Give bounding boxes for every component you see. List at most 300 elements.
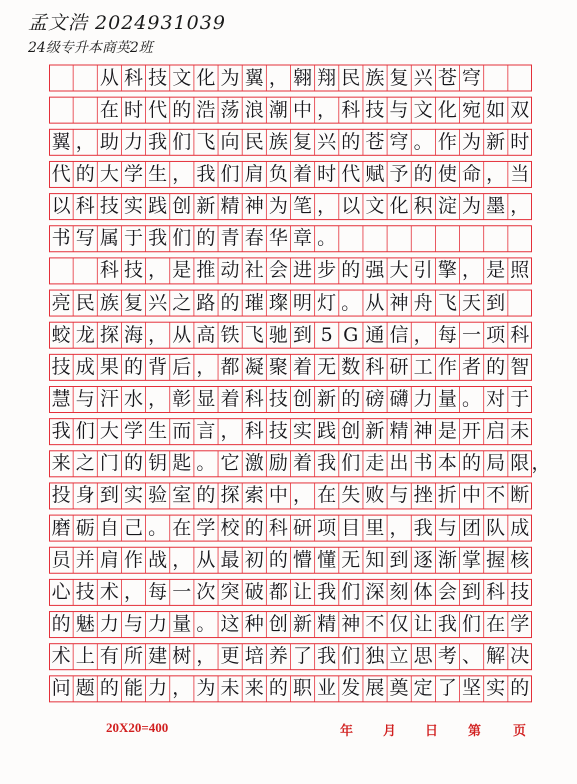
grid-cell: 我 <box>148 130 168 153</box>
grid-cell: 书 <box>413 452 433 475</box>
grid-cell: 代 <box>51 162 71 185</box>
grid-cell: 的 <box>244 516 264 539</box>
grid-cell: 成 <box>75 355 95 378</box>
grid-cell: 神 <box>389 291 409 314</box>
grid-cell: 树 <box>172 645 192 668</box>
grid-cell: 路 <box>196 291 216 314</box>
grid-cell: 当 <box>510 162 530 185</box>
essay-line <box>49 515 532 541</box>
grid-cell: 舟 <box>413 291 433 314</box>
grid-cell: 展 <box>365 677 385 700</box>
grid-cell: 我 <box>437 613 457 636</box>
grid-cell <box>73 97 97 123</box>
grid-cell: 双 <box>510 98 530 121</box>
grid-cell: ， <box>461 259 481 282</box>
grid-cell: 体 <box>413 580 433 603</box>
grid-cell: 立 <box>389 645 409 668</box>
grid-cell: 学 <box>123 162 143 185</box>
grid-cell: 了 <box>292 645 312 668</box>
grid-cell: 于 <box>510 388 530 410</box>
grid-cell: 写 <box>75 227 95 250</box>
grid-cell: ， <box>148 388 168 410</box>
grid-cell: 新 <box>486 130 506 153</box>
grid-cell: 新 <box>196 195 216 218</box>
grid-cell: 量 <box>437 388 457 410</box>
grid-cell: ， <box>292 484 312 507</box>
essay-line <box>49 129 532 155</box>
grid-cell: 翼 <box>244 66 264 89</box>
grid-cell: 校 <box>220 516 240 539</box>
grid-cell: 我 <box>317 580 337 603</box>
grid-cell: 为 <box>196 677 216 700</box>
grid-cell: 懵 <box>292 548 312 571</box>
grid-cell: 对 <box>486 388 506 410</box>
grid-cell: 铁 <box>220 323 240 346</box>
grid-cell <box>73 65 97 91</box>
grid-cell: 科 <box>244 388 264 410</box>
grid-cell: 的 <box>413 162 433 185</box>
essay-line <box>49 451 551 477</box>
grid-cell: 深 <box>365 580 385 603</box>
grid-cell: 职 <box>292 677 312 700</box>
grid-cell: 身 <box>75 484 95 507</box>
grid-cell: 团 <box>461 516 481 539</box>
grid-cell: 无 <box>341 548 361 571</box>
grid-cell: 能 <box>123 677 143 700</box>
grid-cell: 飞 <box>196 130 216 153</box>
grid-cell: 为 <box>461 195 481 218</box>
grid-cell: 启 <box>486 420 506 443</box>
grid-cell: 智 <box>510 355 530 378</box>
grid-cell: 创 <box>172 195 192 218</box>
grid-cell: 这 <box>220 613 240 636</box>
grid-cell: 发 <box>341 677 361 700</box>
grid-cell: 在 <box>486 613 506 636</box>
grid-cell: 考 <box>437 645 457 668</box>
grid-cell: 每 <box>437 323 457 346</box>
grid-cell: 予 <box>389 162 409 185</box>
grid-cell: 己 <box>123 516 143 539</box>
grid-cell: 。 <box>196 613 216 636</box>
grid-cell: 作 <box>437 355 457 378</box>
grid-cell: 独 <box>365 645 385 668</box>
grid-cell: ， <box>172 548 192 571</box>
grid-cell: 中 <box>461 484 481 507</box>
grid-cell: 背 <box>148 355 168 378</box>
grid-cell: 未 <box>510 420 530 443</box>
grid-cell: 员 <box>51 548 71 571</box>
grid-cell: 代 <box>148 98 168 121</box>
grid-cell <box>508 65 532 91</box>
grid-cell: 时 <box>123 98 143 121</box>
grid-cell: 的 <box>51 613 71 636</box>
grid-cell: 5 <box>320 323 333 346</box>
grid-cell: 翼 <box>51 130 71 153</box>
day-label: 日 <box>425 723 439 738</box>
grid-cell: 到 <box>292 323 312 346</box>
grid-cell: 题 <box>75 677 95 700</box>
grid-cell: 的 <box>99 677 119 700</box>
grid-cell: 族 <box>99 291 119 314</box>
grid-cell: 穹 <box>461 66 481 89</box>
grid-cell: 时 <box>510 130 530 153</box>
grid-cell: 工 <box>413 355 433 378</box>
grid-cell: 磨 <box>51 516 71 539</box>
grid-cell: 业 <box>317 677 337 700</box>
grid-cell: 如 <box>486 98 506 121</box>
grid-cell: 渐 <box>437 548 457 571</box>
grid-cell: 从 <box>365 291 385 314</box>
essay-line <box>49 322 532 348</box>
grid-cell <box>387 226 411 252</box>
grid-cell: 从 <box>99 66 119 89</box>
grid-cell: ， <box>268 66 288 89</box>
grid-cell: 自 <box>99 516 119 539</box>
grid-cell: 激 <box>244 452 264 475</box>
grid-cell: 技 <box>510 580 530 603</box>
grid-cell: 的 <box>196 227 216 250</box>
grid-cell: 民 <box>341 66 361 89</box>
grid-cell: 彰 <box>172 388 192 410</box>
grid-cell: 的 <box>268 548 288 571</box>
grid-spec: 20X20=400 <box>106 720 169 735</box>
grid-cell: 学 <box>196 516 216 539</box>
grid-cell: 一 <box>172 580 192 603</box>
grid-cell: 推 <box>196 259 216 282</box>
grid-cell: 族 <box>365 66 385 89</box>
grid-cell: 华 <box>268 227 288 250</box>
grid-cell: 精 <box>389 420 409 443</box>
grid-cell: 项 <box>486 323 506 346</box>
grid-cell: 浪 <box>244 98 264 121</box>
grid-cell: 的 <box>75 162 95 185</box>
essay-line <box>49 483 532 509</box>
grid-cell: 励 <box>268 452 288 475</box>
page-footer <box>0 718 577 748</box>
grid-cell: 大 <box>99 420 119 443</box>
essay-line <box>49 644 532 670</box>
grid-cell: 力 <box>123 130 143 153</box>
grid-cell: 挫 <box>413 484 433 507</box>
grid-cell: 荡 <box>220 98 240 121</box>
grid-cell: 蛟 <box>51 323 71 346</box>
grid-cell: 科 <box>75 195 95 218</box>
grid-cell: 为 <box>220 66 240 89</box>
grid-cell: 族 <box>268 130 288 153</box>
grid-cell: 一 <box>461 323 481 346</box>
grid-cell: 它 <box>220 452 240 475</box>
essay-line <box>49 194 532 220</box>
grid-cell: 生 <box>148 420 168 443</box>
grid-cell: 折 <box>437 484 457 507</box>
grid-cell: 创 <box>268 613 288 636</box>
grid-cell: 是 <box>486 259 506 282</box>
grid-cell: 者 <box>461 355 481 378</box>
grid-cell: 明 <box>292 291 312 314</box>
grid-cell: 项 <box>317 516 337 539</box>
grid-cell: 天 <box>461 291 481 314</box>
grid-cell: 索 <box>244 484 264 507</box>
grid-cell: 大 <box>389 259 409 282</box>
grid-cell: 苍 <box>437 66 457 89</box>
grid-cell: 实 <box>292 420 312 443</box>
grid-cell: 实 <box>123 195 143 218</box>
grid-cell: G <box>343 323 359 346</box>
grid-cell: 是 <box>172 259 192 282</box>
grid-cell: 解 <box>486 645 506 668</box>
grid-cell: 的 <box>220 291 240 314</box>
grid-cell: 每 <box>148 580 168 603</box>
grid-cell: 龙 <box>75 323 95 346</box>
grid-cell: 钥 <box>148 452 168 475</box>
grid-cell: ， <box>75 130 95 153</box>
grid-cell: 作 <box>123 548 143 571</box>
grid-cell: 。 <box>461 388 481 410</box>
grid-cell: 失 <box>341 484 361 507</box>
grid-cell: 掌 <box>461 548 481 571</box>
grid-cell: 使 <box>437 162 457 185</box>
grid-cell: 探 <box>220 484 240 507</box>
grid-cell: 、 <box>461 645 481 668</box>
essay-line <box>49 547 532 573</box>
grid-cell: 坚 <box>461 677 481 700</box>
grid-cell: 都 <box>220 355 240 378</box>
grid-cell: 懂 <box>317 548 337 571</box>
grid-cell: 精 <box>220 195 240 218</box>
essay-line <box>49 258 532 284</box>
grid-cell: 断 <box>510 484 530 507</box>
grid-cell: 潮 <box>268 98 288 121</box>
grid-cell: ， <box>172 677 192 700</box>
grid-cell: 化 <box>437 98 457 121</box>
grid-cell: 核 <box>510 548 530 571</box>
grid-cell: 民 <box>75 291 95 314</box>
grid-cell: 新 <box>365 420 385 443</box>
grid-cell: 力 <box>148 677 168 700</box>
grid-cell: 墨 <box>486 195 506 218</box>
grid-cell: 的 <box>341 130 361 153</box>
grid-cell <box>49 97 73 123</box>
margin-overflow-char: ， <box>531 452 551 475</box>
essay-line <box>49 226 532 252</box>
grid-cell: 决 <box>510 645 530 668</box>
grid-cell: 上 <box>75 645 95 668</box>
essay-line <box>49 612 532 638</box>
grid-cell: 命 <box>461 162 481 185</box>
grid-cell: 慧 <box>51 388 71 410</box>
grid-cell: 本 <box>437 452 457 475</box>
grid-cell: 创 <box>292 388 312 410</box>
grid-cell: 浩 <box>196 98 216 121</box>
grid-cell: 以 <box>51 195 71 218</box>
grid-cell: 们 <box>172 227 192 250</box>
grid-cell: 之 <box>172 291 192 314</box>
grid-cell: 璨 <box>268 291 288 314</box>
grid-cell: 定 <box>413 677 433 700</box>
grid-cell: 驰 <box>268 323 288 346</box>
grid-cell: 的 <box>461 452 481 475</box>
grid-cell: 赋 <box>365 162 385 185</box>
grid-cell: 与 <box>389 484 409 507</box>
grid-cell: 败 <box>365 484 385 507</box>
grid-cell: 擎 <box>437 259 457 282</box>
grid-cell: 亮 <box>51 291 71 314</box>
grid-cell: 术 <box>51 645 71 668</box>
grid-cell: 笔 <box>292 195 312 218</box>
grid-cell: 进 <box>292 259 312 282</box>
grid-cell: 研 <box>292 516 312 539</box>
grid-cell: 们 <box>341 580 361 603</box>
grid-cell: 实 <box>486 677 506 700</box>
grid-cell: ， <box>317 98 337 121</box>
grid-cell: 我 <box>148 227 168 250</box>
grid-cell: 的 <box>510 677 530 700</box>
grid-cell: 步 <box>317 259 337 282</box>
grid-cell: 技 <box>365 98 385 121</box>
essay-line <box>49 65 532 91</box>
grid-cell: 化 <box>196 66 216 89</box>
grid-cell: 的 <box>172 98 192 121</box>
grid-cell: 为 <box>268 195 288 218</box>
grid-cell: 我 <box>413 516 433 539</box>
grid-cell: 神 <box>413 420 433 443</box>
grid-cell: 海 <box>123 323 143 346</box>
grid-cell: ， <box>196 355 216 378</box>
essay-line <box>49 354 532 380</box>
grid-cell: 到 <box>461 580 481 603</box>
grid-cell: 翱 <box>292 66 312 89</box>
grid-cell: 显 <box>196 388 216 410</box>
grid-cell <box>435 226 459 252</box>
grid-cell: 魅 <box>75 613 95 636</box>
grid-cell: 苍 <box>365 130 385 153</box>
grid-cell: 言 <box>196 420 216 443</box>
grid-cell: ， <box>148 323 168 346</box>
essay-line <box>49 579 532 605</box>
grid-cell: 科 <box>341 98 361 121</box>
grid-cell: 仅 <box>389 613 409 636</box>
grid-cell: 学 <box>510 613 530 636</box>
grid-cell: 力 <box>148 613 168 636</box>
grid-cell: 大 <box>99 162 119 185</box>
grid-cell: 数 <box>341 355 361 378</box>
grid-cell: 科 <box>510 323 530 346</box>
grid-cell: 技 <box>99 195 119 218</box>
grid-cell: 次 <box>196 580 216 603</box>
grid-cell: 更 <box>220 645 240 668</box>
grid-cell: 技 <box>123 259 143 282</box>
grid-cell: 砺 <box>75 516 95 539</box>
essay-line <box>49 387 532 413</box>
grid-cell: 开 <box>461 420 481 443</box>
grid-cell: 我 <box>317 645 337 668</box>
grid-cell: 的 <box>268 677 288 700</box>
grid-cell: 在 <box>172 516 192 539</box>
grid-cell: 最 <box>220 548 240 571</box>
grid-cell: 力 <box>99 613 119 636</box>
grid-cell: 与 <box>389 98 409 121</box>
composition-grid <box>49 63 551 706</box>
grid-cell: 们 <box>341 452 361 475</box>
grid-cell: 局 <box>486 452 506 475</box>
grid-cell <box>49 258 73 284</box>
grid-cell: 生 <box>148 162 168 185</box>
grid-cell: 探 <box>99 323 119 346</box>
grid-cell: 门 <box>99 452 119 475</box>
grid-cell <box>339 226 363 252</box>
year-label: 年 <box>340 723 354 738</box>
grid-cell: 所 <box>123 645 143 668</box>
grid-cell: 破 <box>244 580 264 603</box>
grid-cell: 积 <box>413 195 433 218</box>
grid-cell: 养 <box>268 645 288 668</box>
grid-cell: 翔 <box>317 66 337 89</box>
grid-cell: 着 <box>292 355 312 378</box>
grid-cell: 科 <box>244 420 264 443</box>
grid-cell: ， <box>196 645 216 668</box>
grid-cell: 兴 <box>148 291 168 314</box>
grid-cell <box>484 65 508 91</box>
month-label: 月 <box>383 723 397 738</box>
grid-cell: 璀 <box>244 291 264 314</box>
grid-cell: 文 <box>413 98 433 121</box>
grid-cell: 技 <box>148 66 168 89</box>
essay-line <box>49 97 532 123</box>
grid-cell: ， <box>413 323 433 346</box>
grid-cell: 来 <box>51 452 71 475</box>
grid-cell: ， <box>148 259 168 282</box>
grid-cell: 科 <box>268 516 288 539</box>
grid-cell: 科 <box>123 66 143 89</box>
grid-cell: ， <box>220 420 240 443</box>
grid-cell: 凝 <box>244 355 264 378</box>
grid-cell: 室 <box>172 484 192 507</box>
grid-cell: 思 <box>413 645 433 668</box>
grid-cell: 新 <box>317 388 337 410</box>
grid-cell: 创 <box>341 420 361 443</box>
grid-cell: 强 <box>365 259 385 282</box>
grid-cell: 握 <box>486 548 506 571</box>
grid-cell: 我 <box>196 162 216 185</box>
grid-cell: 礴 <box>389 388 409 410</box>
student-info <box>28 8 226 57</box>
grid-cell: 水 <box>123 388 143 410</box>
grid-cell: 的 <box>123 355 143 378</box>
grid-cell: 的 <box>341 388 361 410</box>
grid-cell: 到 <box>486 291 506 314</box>
grid-cell: 突 <box>220 580 240 603</box>
grid-cell <box>363 226 387 252</box>
grid-cell: 的 <box>123 452 143 475</box>
grid-cell: 投 <box>51 484 71 507</box>
grid-cell: 以 <box>341 195 361 218</box>
essay-line <box>49 419 532 445</box>
grid-cell: 来 <box>244 677 264 700</box>
grid-cell: 们 <box>341 645 361 668</box>
grid-cell: 作 <box>437 130 457 153</box>
essay-body <box>49 63 551 706</box>
grid-cell: 着 <box>292 452 312 475</box>
grid-cell: 灯 <box>317 291 337 314</box>
grid-cell: 之 <box>75 452 95 475</box>
grid-cell: 时 <box>317 162 337 185</box>
grid-cell: 们 <box>172 130 192 153</box>
grid-cell: 而 <box>172 420 192 443</box>
grid-cell: 。 <box>317 227 337 250</box>
grid-cell: ， <box>486 162 506 185</box>
grid-cell: 社 <box>244 259 264 282</box>
grid-cell: 未 <box>220 677 240 700</box>
